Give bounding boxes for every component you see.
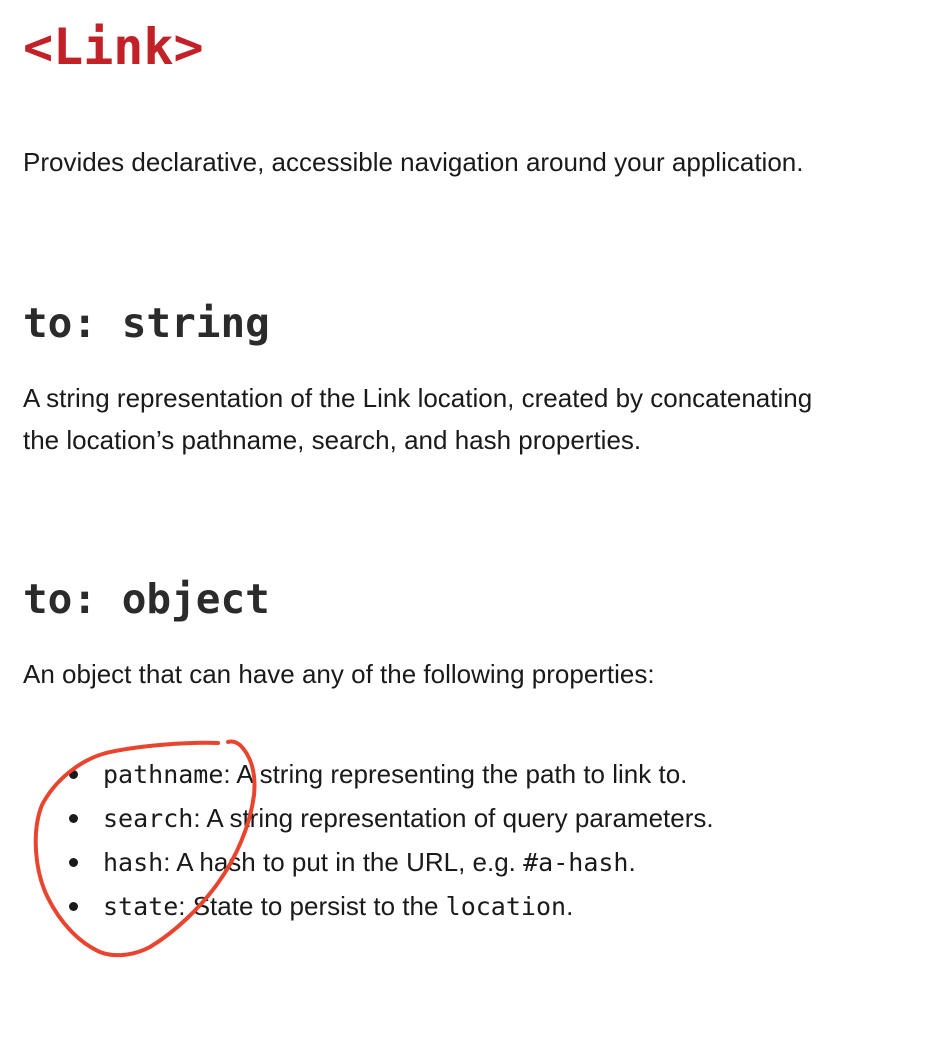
list-item-hash — [23, 840, 714, 884]
property-name-state: state — [103, 892, 179, 921]
page-title: <Link> — [23, 18, 204, 76]
bullet-icon — [69, 770, 78, 779]
property-name-pathname: pathname — [103, 760, 224, 789]
bullet-icon — [69, 858, 78, 867]
list-item-pathname — [23, 752, 714, 796]
list-item-state — [23, 884, 714, 928]
property-suffix: . — [628, 847, 636, 877]
section-heading-to-object: to: object — [23, 575, 270, 623]
property-text: : A string representing the path to link to. — [223, 759, 688, 789]
property-name-search: search — [103, 804, 194, 833]
property-suffix: . — [566, 891, 574, 921]
inline-code-hash-example: #a-hash — [523, 848, 629, 877]
to-string-line-1: A string representation of the Link location, created by concatenating — [23, 383, 813, 413]
property-list — [23, 752, 714, 928]
to-string-description — [23, 377, 812, 461]
property-text: : A hash to put in the URL, e.g. — [163, 847, 524, 877]
property-name-hash: hash — [103, 848, 164, 877]
to-object-description: An object that can have any of the following properties: — [23, 659, 655, 689]
intro-paragraph: Provides declarative, accessible navigation around your application. — [23, 147, 804, 177]
to-string-line-2: the location’s pathname, search, and hash properties. — [23, 425, 642, 455]
inline-code-location: location — [445, 892, 567, 921]
property-text: : State to persist to the — [178, 891, 446, 921]
bullet-icon — [69, 814, 78, 823]
property-text: : A string representation of query parameters. — [193, 803, 714, 833]
section-heading-to-string: to: string — [23, 299, 270, 347]
bullet-icon — [69, 902, 78, 911]
list-item-search — [23, 796, 714, 840]
